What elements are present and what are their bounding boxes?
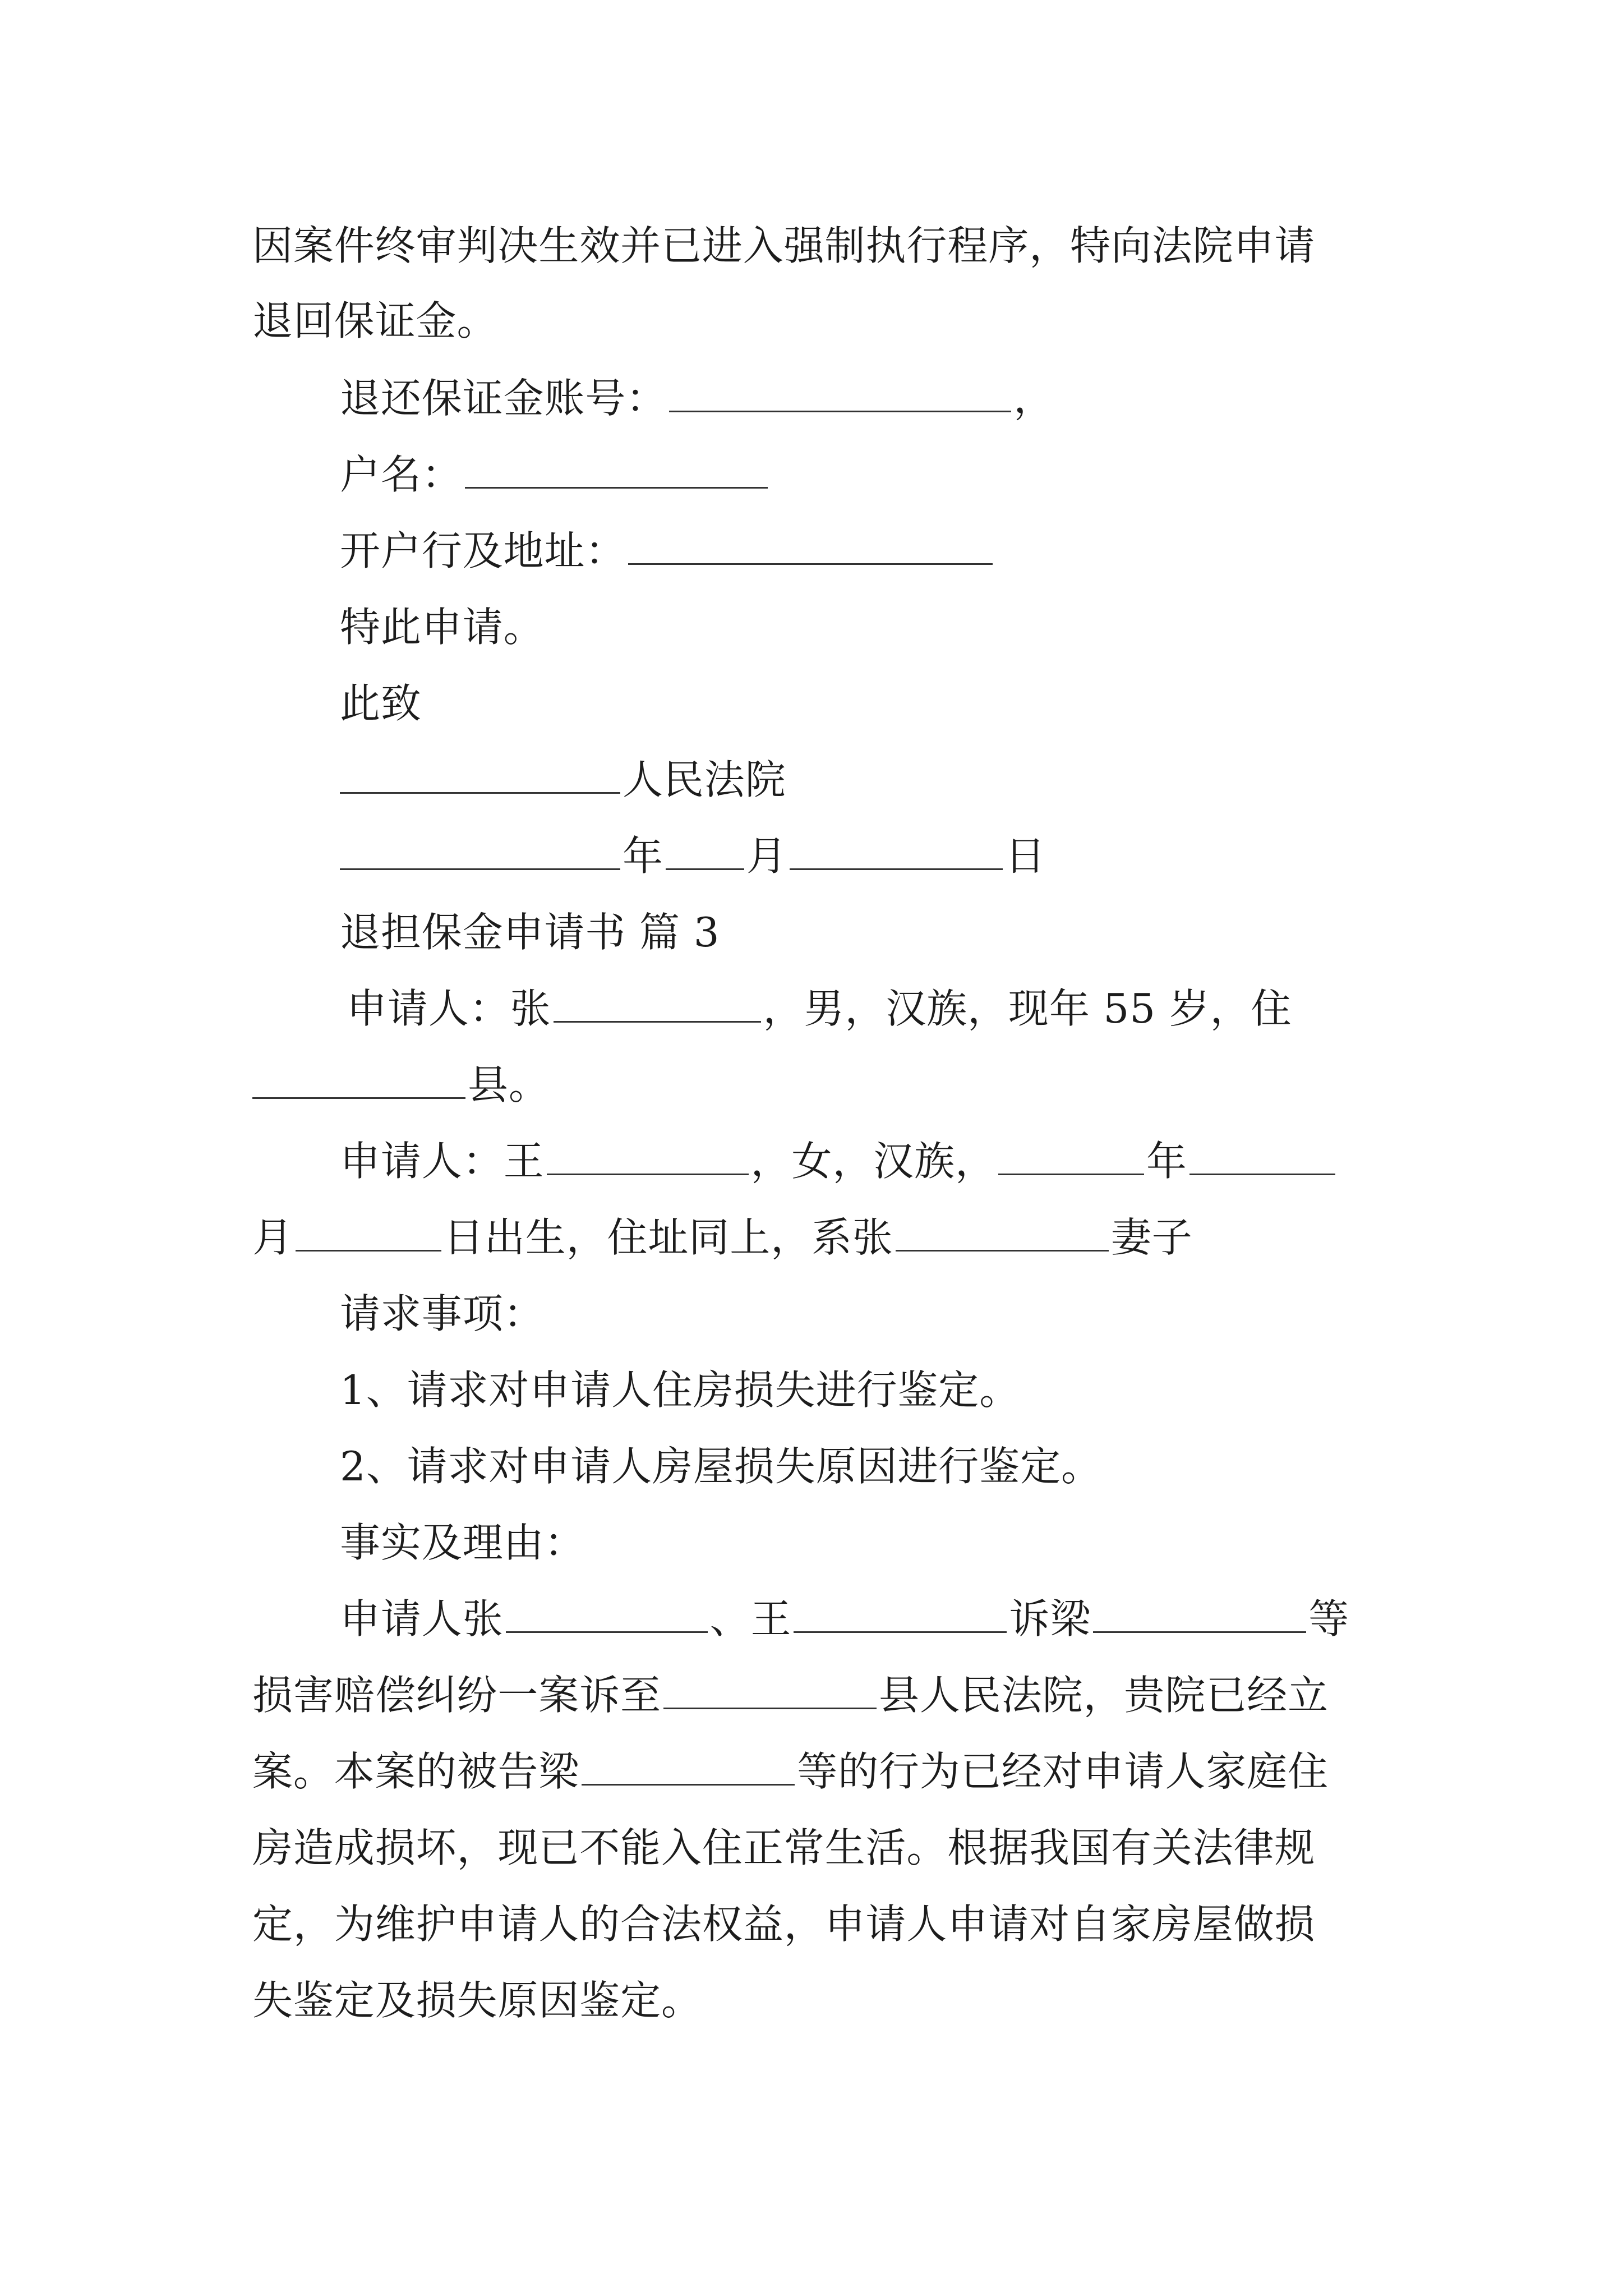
name-blank <box>1093 1595 1306 1633</box>
facts-line-2 <box>252 1667 1385 1723</box>
birth-month-label: 月 <box>252 1214 293 1261</box>
name-blank <box>794 1595 1007 1633</box>
month-blank <box>666 832 744 870</box>
applicant2-name-blank <box>547 1138 749 1175</box>
court-line <box>340 752 1385 808</box>
facts-text: 案。本案的被告梁 <box>252 1748 580 1795</box>
holder-line <box>340 447 1385 503</box>
claims-heading: 请求事项： <box>340 1290 545 1337</box>
court-suffix: 人民法院 <box>623 756 786 803</box>
bank-line <box>340 523 1385 579</box>
facts-text: 诉梁 <box>1009 1595 1091 1642</box>
applicant1-cont <box>252 1057 1385 1113</box>
holder-blank <box>465 451 768 489</box>
applicant1-name-blank <box>554 985 761 1023</box>
facts-text: 损害赔偿纠纷一案诉至 <box>252 1672 662 1719</box>
applicant1-cont-text: 县。 <box>468 1061 550 1108</box>
applicant2-rest: 日出生，住址同上，系张 <box>443 1214 893 1261</box>
bank-label: 开户行及地址： <box>340 527 626 574</box>
year-blank <box>340 832 620 870</box>
facts-text: 等 <box>1308 1595 1350 1642</box>
year-label: 年 <box>623 832 663 880</box>
date-line <box>340 828 1385 884</box>
facts-text: 县人民法院，贵院已经立 <box>879 1672 1329 1719</box>
relation-blank <box>896 1214 1109 1251</box>
claim-item-2: 2、请求对申请人房屋损失原因进行鉴定。 <box>340 1443 1102 1490</box>
applicant1-line <box>347 981 1385 1037</box>
applicant2-end: 妻子 <box>1110 1214 1193 1261</box>
facts-line-6: 失鉴定及损失原因鉴定。 <box>252 1977 702 2024</box>
facts-text: 申请人张 <box>340 1595 504 1642</box>
holder-label: 户名： <box>340 451 463 498</box>
name-blank <box>582 1748 795 1786</box>
section-title: 退担保金申请书 篇 3 <box>340 909 720 956</box>
facts-text: 、王 <box>709 1595 792 1642</box>
birth-day-blank <box>296 1214 441 1251</box>
birth-year-blank <box>998 1138 1144 1175</box>
name-blank <box>506 1595 708 1633</box>
applicant2-cont <box>252 1209 1385 1266</box>
facts-line-5: 定，为维护申请人的合法权益，申请人申请对自家房屋做损 <box>252 1901 1316 1948</box>
claim-item-1: 1、请求对申请人住房损失进行鉴定。 <box>340 1366 1021 1414</box>
county-blank <box>252 1061 465 1099</box>
facts-line-1 <box>340 1591 1385 1647</box>
salutation-text: 此致 <box>340 680 422 727</box>
day-label: 日 <box>1004 832 1046 880</box>
county-blank <box>663 1672 877 1709</box>
month-label: 月 <box>746 832 787 880</box>
court-blank <box>340 756 620 794</box>
birth-year-label: 年 <box>1146 1138 1187 1185</box>
account-suffix: ， <box>1013 375 1055 422</box>
account-label: 退还保证金账号： <box>340 375 667 422</box>
account-line <box>340 370 1385 426</box>
facts-line-3 <box>252 1743 1385 1800</box>
applicant1-prefix: 申请人：张 <box>347 985 551 1032</box>
bank-blank <box>628 527 993 565</box>
day-blank <box>790 832 1003 870</box>
applicant2-prefix: 申请人：王 <box>340 1138 545 1185</box>
applicant2-details: ，女，汉族， <box>750 1138 996 1185</box>
facts-text: 等的行为已经对申请人家庭住 <box>797 1748 1329 1795</box>
birth-month-blank-a <box>1189 1138 1335 1175</box>
closing-text: 特此申请。 <box>340 604 545 651</box>
applicant1-details: ，男，汉族，现年 55 岁，住 <box>763 985 1292 1032</box>
account-blank <box>669 375 1011 412</box>
facts-heading: 事实及理由： <box>340 1519 585 1566</box>
paragraph-line: 因案件终审判决生效并已进入强制执行程序，特向法院申请 <box>252 222 1316 269</box>
facts-line-4: 房造成损坏，现已不能入住正常生活。根据我国有关法律规 <box>252 1824 1316 1871</box>
applicant2-line <box>340 1133 1385 1189</box>
paragraph-line: 退回保证金。 <box>252 297 498 344</box>
